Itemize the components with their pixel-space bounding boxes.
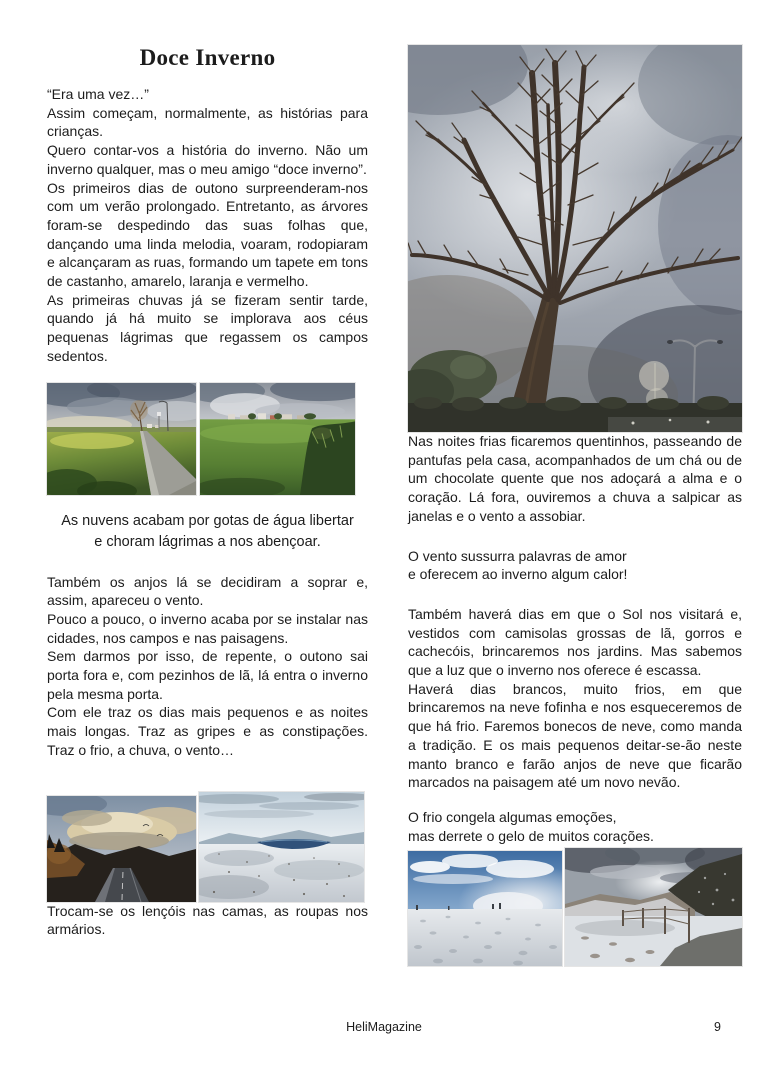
poem-cold — [408, 808, 742, 845]
paragraph: Com ele traz os dias mais pequenos e as noites mais longas. Traz as gripes e as constipações. Traz o frio, a chuva, o vento… — [47, 704, 368, 758]
poem-line: O vento sussurra palavras de amor — [408, 547, 627, 564]
photo-snowy-fence-path — [565, 848, 742, 966]
caption-line: As nuvens acabam por gotas de água libertar — [61, 512, 354, 529]
photo-row-autumn-fields — [47, 383, 368, 495]
photo-green-field-road — [47, 383, 196, 495]
poem-line: mas derrete o gelo de muitos corações. — [408, 827, 654, 844]
right-column — [408, 45, 742, 966]
photo-bare-tree-cloudy-sky — [408, 45, 742, 432]
paragraph: Os primeiros dias de outono surpreenderam-nos com um verão prolongado. Entretanto, as árvores foram-se despedindo das suas folhas que, dançando uma linda melodia, voaram, rodopiaram e alcançaram as ruas, formando um tapete em tons de castanho, amarelo, laranja e vermelho. — [47, 179, 368, 290]
poem-wind — [408, 547, 742, 584]
paragraph: Assim começam, normalmente, as histórias para crianças. — [47, 104, 368, 140]
paragraph: Pouco a pouco, o inverno acaba por se instalar nas cidades, nos campos e nas paisagens. — [47, 610, 368, 646]
caption-line: e choram lágrimas a nos abençoar. — [94, 533, 321, 550]
photo-caption — [47, 511, 368, 553]
middle-text-block — [47, 573, 368, 760]
paragraph: As primeiras chuvas já se fizeram sentir tarde, quando já há muito se implorava aos céus pequenas lágrimas que regassem os campos sedentos. — [47, 291, 368, 364]
paragraph: Haverá dias brancos, muito frios, em que brincaremos na neve fofinha e nos esqueceremos de que há frio. Faremos bonecos de neve, como manda a tradição. E os mais pequenos deitar-se-ão neste manto branco e farão anjos de neve que ficarão marcados na paisagem até um novo nevão. — [408, 680, 742, 791]
winter-days-text-block — [408, 605, 742, 792]
photo-snowfield-blue-sky — [408, 851, 562, 966]
intro-text-block — [47, 85, 368, 366]
photo-snowy-hills-lake — [199, 792, 364, 902]
closing-paragraph: Trocam-se os lençóis nas camas, as roupas nos armários. — [47, 902, 368, 938]
paragraph: Também os anjos lá se decidiram a soprar e, assim, apareceu o vento. — [47, 573, 368, 609]
photo-row-snow — [408, 848, 742, 966]
poem-line: O frio congela algumas emoções, — [408, 808, 617, 825]
paragraph: Também haverá dias em que o Sol nos visitará e, vestidos com camisolas grossas de lã, gorros e cachecóis, brincaremos nos jardins. Mas sabemos que a luz que o inverno nos oferece é escassa. — [408, 605, 742, 679]
paragraph: Quero contar-vos a história do inverno. Não um inverno qualquer, mas o meu amigo “doce inverno”. — [47, 142, 368, 177]
photo-dusk-road-clouds — [47, 796, 196, 902]
poem-line: e oferecem ao inverno algum calor! — [408, 566, 628, 583]
paragraph: “Era uma vez…” — [47, 86, 149, 102]
magazine-name: HeliMagazine — [346, 1020, 422, 1034]
photo-row-winter-arrives — [47, 792, 368, 902]
article-title: Doce Inverno — [139, 45, 276, 70]
left-column — [47, 45, 368, 939]
paragraph: Sem darmos por isso, de repente, o outono sai porta fora e, com pezinhos de lã, lá entra o inverno pela mesma porta. — [47, 648, 368, 702]
page-number: 9 — [714, 1020, 721, 1034]
page-footer — [47, 1018, 721, 1036]
photo-green-field-houses — [200, 383, 355, 495]
paragraph: Nas noites frias ficaremos quentinhos, passeando de pantufas pela casa, acompanhados de um chá ou de um chocolate quente que nos adoçará a alma e o coração. Lá fora, ouviremos a chuva a salpicar as janelas e o vento a assobiar. — [408, 433, 742, 524]
